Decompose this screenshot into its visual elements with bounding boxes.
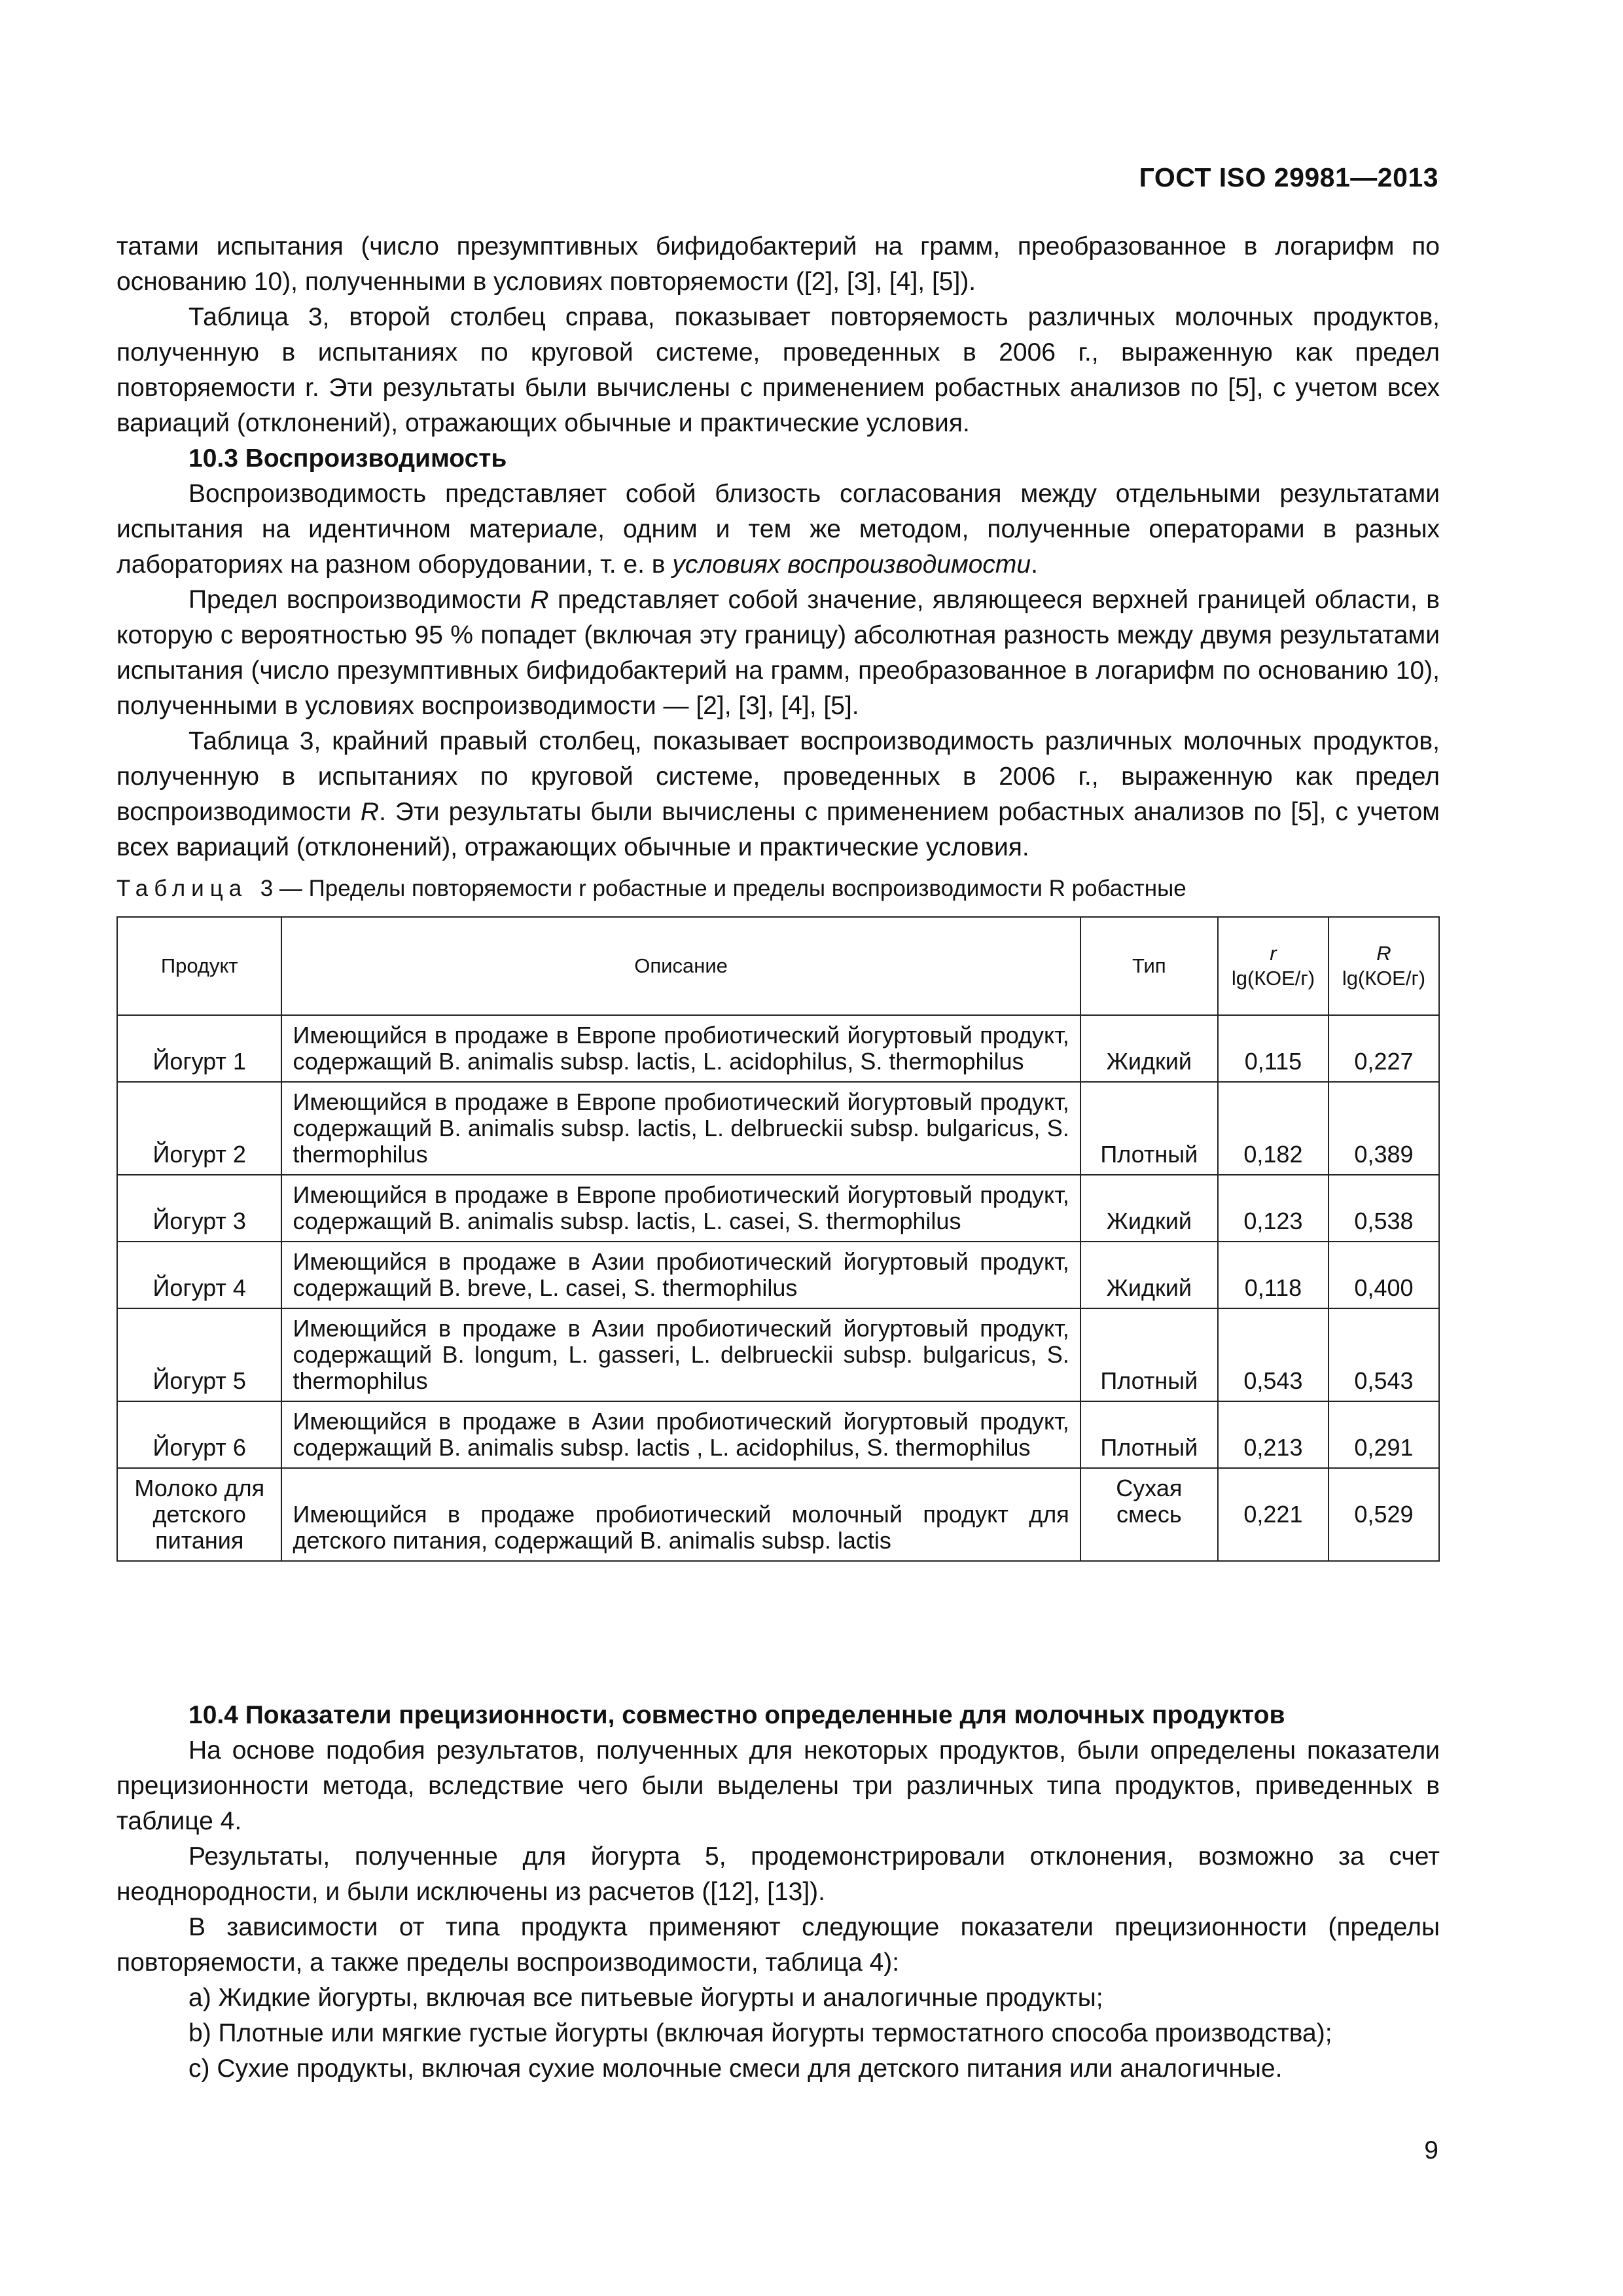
table-row: Йогурт 1 Имеющийся в продаже в Европе пробиотический йогуртовый продукт, содержащий B. animalis subsp. lactis, L. acidophilus, S. thermophilus Жидкий 0,115 0,227 [117, 1015, 1439, 1082]
col-description: Описание [281, 917, 1080, 1015]
body-bottom [116, 1698, 1440, 2087]
paragraph: Таблица 3, второй столбец справа, показывает повторяемость различных молочных продуктов, полученную в испытаниях по круговой системе, проведенных в 2006 г., выраженную как предел повторяемости r. Эти результаты были вычислены с применением робастных анализов по [5], с учетом всех вариаций (отклонений), отражающих обычные и практические условия. [116, 303, 1440, 437]
list-item: b) Плотные или мягкие густые йогурты (включая йогурты термостатного способа производства); [188, 2019, 1332, 2047]
standard-header: ГОСТ ISO 29981—2013 [1139, 162, 1438, 192]
body-top [116, 229, 1440, 865]
col-R: R lg(КОЕ/г) [1329, 917, 1439, 1015]
col-product: Продукт [117, 917, 281, 1015]
page-number: 9 [1424, 2136, 1438, 2164]
list-item: a) Жидкие йогурты, включая все питьевые йогурты и аналогичные продукты; [188, 1984, 1103, 2012]
section-heading-10-4: 10.4 Показатели прецизионности, совместно определенные для молочных продуктов [188, 1701, 1285, 1729]
table-row: Йогурт 6 Имеющийся в продаже в Азии пробиотический йогуртовый продукт, содержащий B. animalis subsp. lactis , L. acidophilus, S. thermophilus Плотный 0,213 0,291 [117, 1401, 1439, 1468]
table-row: Йогурт 2 Имеющийся в продаже в Европе пробиотический йогуртовый продукт, содержащий B. animalis subsp. lactis, L. delbrueckii subsp. bulgaricus, S. thermophilus Плотный 0,182 0,389 [117, 1082, 1439, 1175]
table-3 [116, 916, 1440, 1562]
table-row: Молоко для детского питания Имеющийся в продаже пробиотический молочный продукт для детского питания, содержащий B. animalis subsp. lactis Сухая смесь 0,221 0,529 [117, 1468, 1439, 1561]
product-type-list [116, 1981, 1440, 2087]
paragraph: В зависимости от типа продукта применяют следующие показатели прецизионности (пределы повторяемости, а также пределы воспроизводимости, таблица 4): [116, 1913, 1440, 1977]
table-header-row [117, 917, 1439, 1015]
col-type: Тип [1080, 917, 1218, 1015]
section-heading-10-3: 10.3 Воспроизводимость [188, 444, 507, 473]
paragraph: татами испытания (число презумптивных бифидобактерий на грамм, преобразованное в логарифм по основанию 10), полученными в условиях повторяемости ([2], [3], [4], [5]). [116, 232, 1440, 296]
paragraph: На основе подобия результатов, полученных для некоторых продуктов, были определены показатели прецизионности метода, вследствие чего были выделены три различных типа продуктов, приведенных в таблице 4. [116, 1736, 1440, 1835]
table-row: Йогурт 3 Имеющийся в продаже в Европе пробиотический йогуртовый продукт, содержащий B. animalis subsp. lactis, L. casei, S. thermophilus Жидкий 0,123 0,538 [117, 1175, 1439, 1242]
table-row: Йогурт 4 Имеющийся в продаже в Азии пробиотический йогуртовый продукт, содержащий B. breve, L. casei, S. thermophilus Жидкий 0,118 0,400 [117, 1242, 1439, 1308]
list-item: c) Сухие продукты, включая сухие молочные смеси для детского питания или аналогичные. [188, 2054, 1283, 2083]
table-caption: Таблица 3 — Пределы повторяемости r робастные и пределы воспроизводимости R робастные [116, 876, 1186, 901]
paragraph: Предел воспроизводимости R представляет собой значение, являющееся верхней границей области, в которую с вероятностью 95 % попадет (включая эту границу) абсолютная разность между двумя результатами испытания (число презумптивных бифидобактерий на грамм, преобразованное в логарифм по основанию 10), полученными в условиях воспроизводимости — [2], [3], [4], [5]. [116, 586, 1440, 720]
col-r: r lg(КОЕ/г) [1218, 917, 1329, 1015]
paragraph: Результаты, полученные для йогурта 5, продемонстрировали отклонения, возможно за счет неоднородности, и были исключены из расчетов ([12], [13]). [116, 1842, 1440, 1906]
paragraph: Воспроизводимость представляет собой близость согласования между отдельными результатами испытания на идентичном материале, одним и тем же методом, полученные операторами в разных лабораториях на разном оборудовании, т. е. в условиях воспроизводимости. [116, 480, 1440, 579]
table-row: Йогурт 5 Имеющийся в продаже в Азии пробиотический йогуртовый продукт, содержащий B. longum, L. gasseri, L. delbrueckii subsp. bulgaricus, S. thermophilus Плотный 0,543 0,543 [117, 1308, 1439, 1401]
paragraph: Таблица 3, крайний правый столбец, показывает воспроизводимость различных молочных продуктов, полученную в испытаниях по круговой системе, проведенных в 2006 г., выраженную как предел воспроизводимости R. Эти результаты были вычислены с применением робастных анализов по [5], с учетом всех вариаций (отклонений), отражающих обычные и практические условия. [116, 727, 1440, 861]
